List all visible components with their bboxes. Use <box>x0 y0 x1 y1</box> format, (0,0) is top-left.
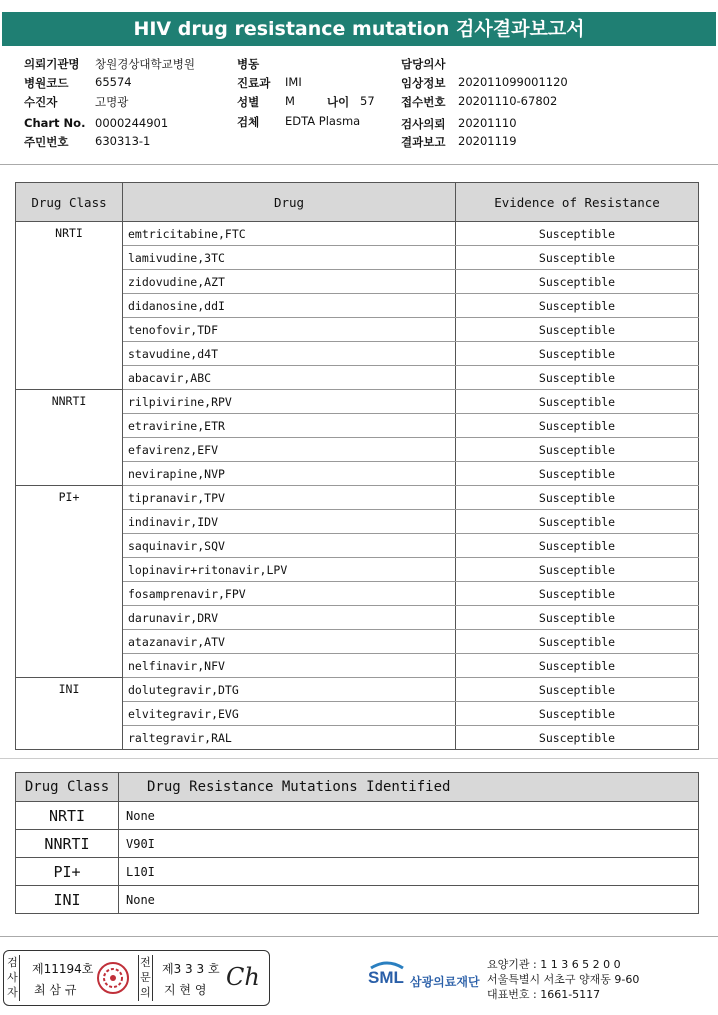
col-header: Drug <box>123 183 456 222</box>
info-value: 20201119 <box>458 134 517 148</box>
class-cell: INI <box>16 886 119 914</box>
info-label: 진료과 <box>237 76 271 90</box>
specialist-number: 제3 3 3 호 <box>162 962 220 976</box>
evidence-cell: Susceptible <box>456 414 699 438</box>
info-value: 20201110-67802 <box>458 94 558 108</box>
examiner-number: 제11194호 <box>32 962 94 976</box>
evidence-cell: Susceptible <box>456 534 699 558</box>
evidence-cell: Susceptible <box>456 462 699 486</box>
evidence-cell: Susceptible <box>456 558 699 582</box>
signature-box <box>3 950 270 1006</box>
evidence-cell: Susceptible <box>456 582 699 606</box>
drug-cell: emtricitabine,FTC <box>123 222 456 246</box>
info-value: EDTA Plasma <box>285 114 361 128</box>
info-label: 접수번호 <box>401 95 446 109</box>
evidence-cell: Susceptible <box>456 606 699 630</box>
drug-cell: stavudine,d4T <box>123 342 456 366</box>
info-value: 20201110 <box>458 116 517 130</box>
org-name: 삼광의료재단 <box>410 975 480 989</box>
mutation-table <box>15 772 699 914</box>
table-row <box>16 486 699 510</box>
table-row <box>16 830 699 858</box>
evidence-cell: Susceptible <box>456 678 699 702</box>
drug-cell: dolutegravir,DTG <box>123 678 456 702</box>
specialist-name: 지 현 영 <box>164 983 207 997</box>
drug-class-cell: PI+ <box>16 486 123 678</box>
addr-line: 대표번호 : 1661-5117 <box>487 988 601 1001</box>
drug-cell: lamivudine,3TC <box>123 246 456 270</box>
info-value: 고명광 <box>95 95 129 109</box>
class-cell: PI+ <box>16 858 119 886</box>
drug-cell: lopinavir+ritonavir,LPV <box>123 558 456 582</box>
drug-cell: atazanavir,ATV <box>123 630 456 654</box>
col-header: Drug Class <box>16 773 119 802</box>
info-label: 임상정보 <box>401 76 446 90</box>
class-cell: NNRTI <box>16 830 119 858</box>
evidence-cell: Susceptible <box>456 726 699 750</box>
info-label: 담당의사 <box>401 57 446 71</box>
age-value: 57 <box>360 94 375 108</box>
evidence-cell: Susceptible <box>456 342 699 366</box>
info-label: 병원코드 <box>24 76 69 90</box>
drug-cell: efavirenz,EFV <box>123 438 456 462</box>
footer <box>0 950 718 1015</box>
drug-cell: fosamprenavir,FPV <box>123 582 456 606</box>
drug-cell: darunavir,DRV <box>123 606 456 630</box>
drug-cell: nelfinavir,NFV <box>123 654 456 678</box>
examiner-label: 검사자 <box>6 955 20 1001</box>
age-label: 나이 <box>327 95 350 109</box>
mutation-cell: V90I <box>119 830 699 858</box>
divider <box>0 936 718 937</box>
drug-cell: indinavir,IDV <box>123 510 456 534</box>
info-label: 병동 <box>237 57 260 71</box>
drug-class-cell: INI <box>16 678 123 750</box>
resistance-table <box>15 182 699 750</box>
patient-info <box>0 56 718 156</box>
org-address <box>487 957 639 1002</box>
signature: Ch <box>226 963 260 991</box>
info-label: 수진자 <box>24 95 58 109</box>
evidence-cell: Susceptible <box>456 438 699 462</box>
addr-line: 서울특별시 서초구 양재동 9-60 <box>487 973 640 986</box>
info-value: 65574 <box>95 75 132 89</box>
evidence-cell: Susceptible <box>456 222 699 246</box>
evidence-cell: Susceptible <box>456 270 699 294</box>
evidence-cell: Susceptible <box>456 294 699 318</box>
info-value: IMI <box>285 75 302 89</box>
evidence-cell: Susceptible <box>456 366 699 390</box>
evidence-cell: Susceptible <box>456 318 699 342</box>
info-value: M <box>285 94 295 108</box>
seal-icon <box>96 961 130 995</box>
drug-cell: tenofovir,TDF <box>123 318 456 342</box>
info-label: 의뢰기관명 <box>24 57 80 71</box>
evidence-cell: Susceptible <box>456 486 699 510</box>
info-value: 0000244901 <box>95 116 169 130</box>
col-header: Drug Class <box>16 183 123 222</box>
info-label: 검사의뢰 <box>401 117 446 131</box>
drug-cell: didanosine,ddI <box>123 294 456 318</box>
divider <box>0 758 718 759</box>
info-value: 630313-1 <box>95 134 151 148</box>
evidence-cell: Susceptible <box>456 246 699 270</box>
mutation-cell: None <box>119 802 699 830</box>
report-title: HIV drug resistance mutation 검사결과보고서 <box>2 12 716 46</box>
evidence-cell: Susceptible <box>456 510 699 534</box>
table-row <box>16 802 699 830</box>
col-header: Drug Resistance Mutations Identified <box>119 773 699 802</box>
mutation-cell: None <box>119 886 699 914</box>
drug-cell: tipranavir,TPV <box>123 486 456 510</box>
drug-cell: etravirine,ETR <box>123 414 456 438</box>
mutation-cell: L10I <box>119 858 699 886</box>
evidence-cell: Susceptible <box>456 630 699 654</box>
drug-cell: raltegravir,RAL <box>123 726 456 750</box>
specialist-label: 전문의 <box>138 955 153 1001</box>
table-row <box>16 858 699 886</box>
info-label: 검체 <box>237 115 260 129</box>
divider <box>0 164 718 165</box>
table-row <box>16 678 699 702</box>
info-value: 202011099001120 <box>458 75 568 89</box>
table-row <box>16 222 699 246</box>
evidence-cell: Susceptible <box>456 390 699 414</box>
info-label: 결과보고 <box>401 135 446 149</box>
logo-text: SML <box>368 968 404 987</box>
drug-cell: abacavir,ABC <box>123 366 456 390</box>
info-label: 주민번호 <box>24 135 69 149</box>
drug-cell: saquinavir,SQV <box>123 534 456 558</box>
drug-cell: rilpivirine,RPV <box>123 390 456 414</box>
drug-class-cell: NRTI <box>16 222 123 390</box>
table-row <box>16 886 699 914</box>
info-value: 창원경상대학교병원 <box>95 57 195 71</box>
info-label: 성별 <box>237 95 260 109</box>
class-cell: NRTI <box>16 802 119 830</box>
col-header: Evidence of Resistance <box>456 183 699 222</box>
drug-cell: elvitegravir,EVG <box>123 702 456 726</box>
examiner-name: 최 삼 규 <box>34 983 77 997</box>
evidence-cell: Susceptible <box>456 702 699 726</box>
drug-cell: zidovudine,AZT <box>123 270 456 294</box>
table-row <box>16 390 699 414</box>
evidence-cell: Susceptible <box>456 654 699 678</box>
info-label: Chart No. <box>24 116 86 130</box>
drug-class-cell: NNRTI <box>16 390 123 486</box>
addr-line: 요양기관 : 1 1 3 6 5 2 0 0 <box>487 958 621 971</box>
drug-cell: nevirapine,NVP <box>123 462 456 486</box>
